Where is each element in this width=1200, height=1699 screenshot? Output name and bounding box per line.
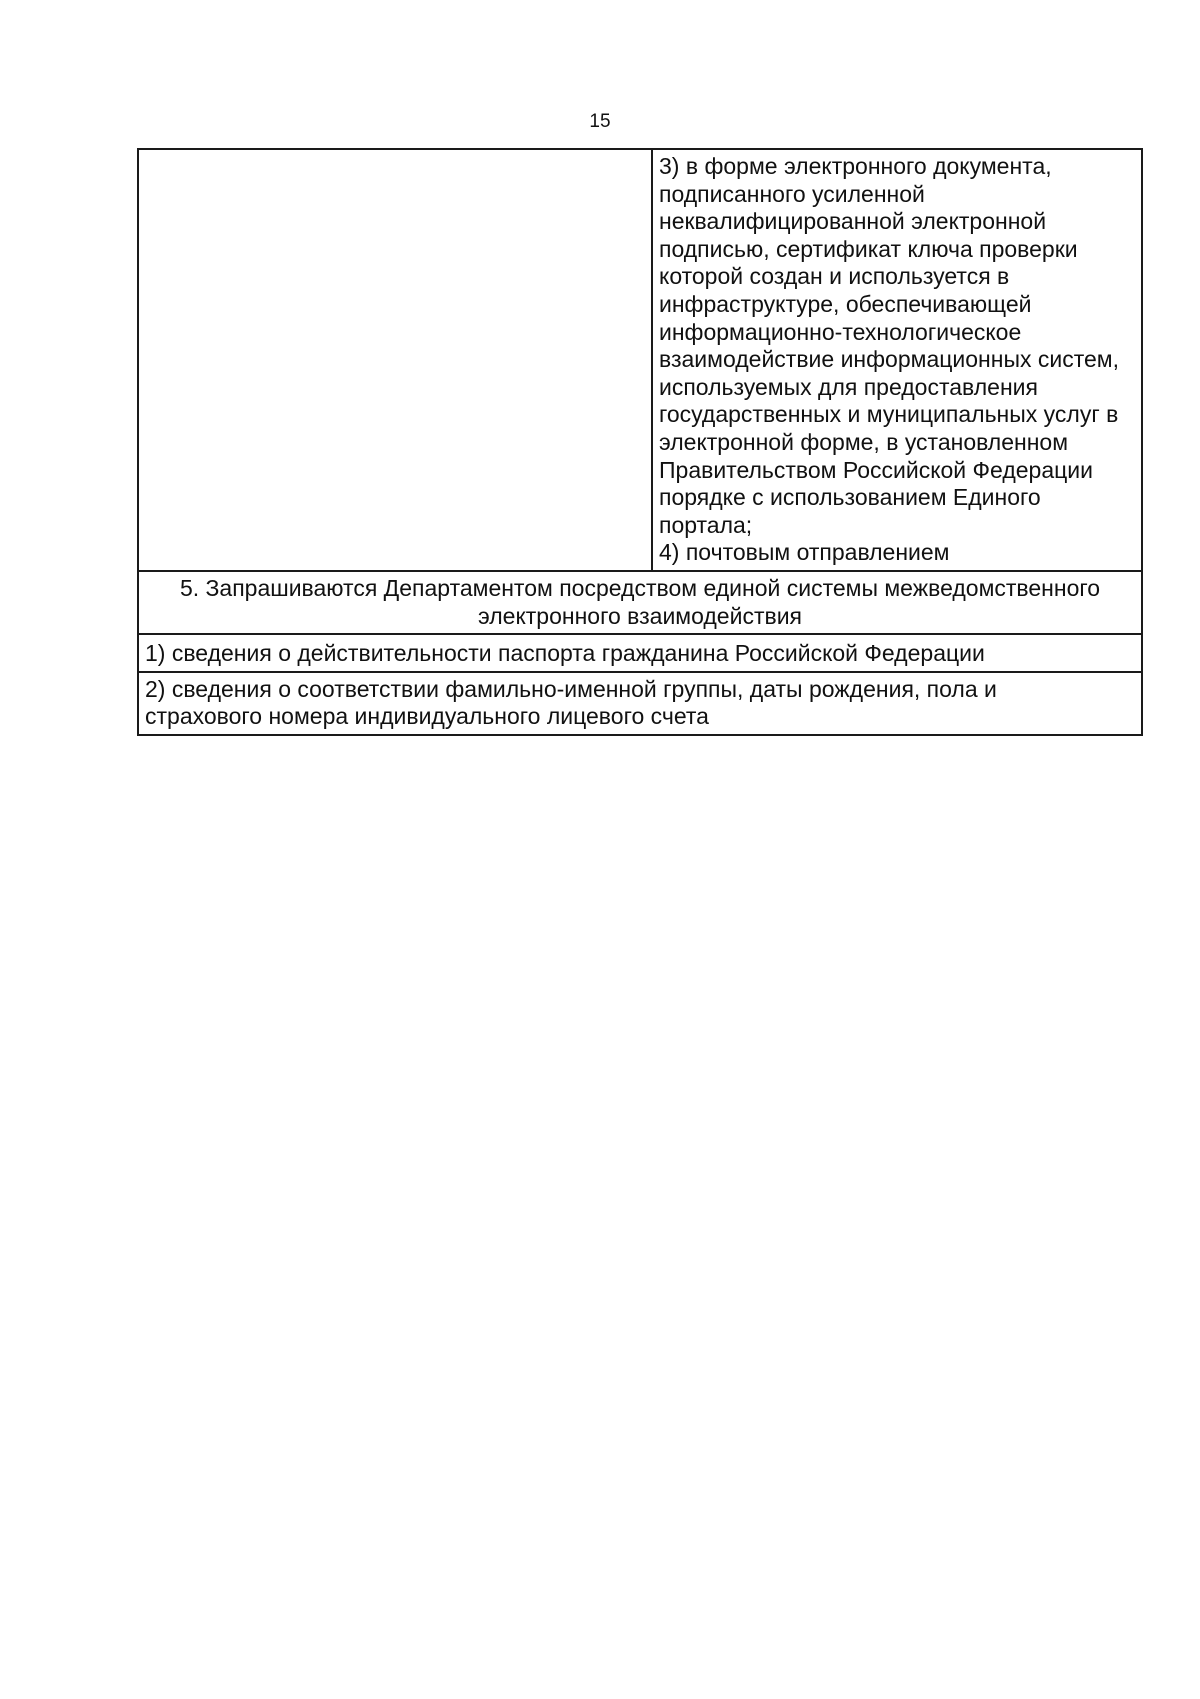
method-item-4: 4) почтовым отправлением [659,539,950,566]
page-number: 15 [589,111,611,132]
method-item-3: 3) в форме электронного документа, подписанного усиленной неквалифицированной электронной подписью, сертификат ключа проверки которой создан и используется в инфраструктуре, обеспечивающей информационно-технологическое взаимодействие информационных систем, используемых для предоставления государственных и муниципальных услуг в электронной форме, в установленном Правительством Российской Федерации порядке с использованием Единого портала; [659,153,1119,538]
table-cell-empty [138,149,652,571]
table-cell [138,634,1142,672]
table-cell [138,672,1142,735]
document-table [137,148,1143,736]
section-heading: 5. Запрашиваются Департаментом посредством единой системы межведомственного электронного взаимодействия [179,574,1101,629]
table-row-section-heading [138,571,1142,634]
table-cell-methods [652,149,1142,571]
table-row [138,149,1142,571]
request-item-2: 2) сведения о соответствии фамильно-именной группы, даты рождения, пола и страхового номера индивидуального лицевого счета [145,675,997,730]
request-item-1: 1) сведения о действительности паспорта гражданина Российской Федерации [145,640,985,667]
section-heading-cell [138,571,1142,634]
table-row [138,634,1142,672]
table-row [138,672,1142,735]
